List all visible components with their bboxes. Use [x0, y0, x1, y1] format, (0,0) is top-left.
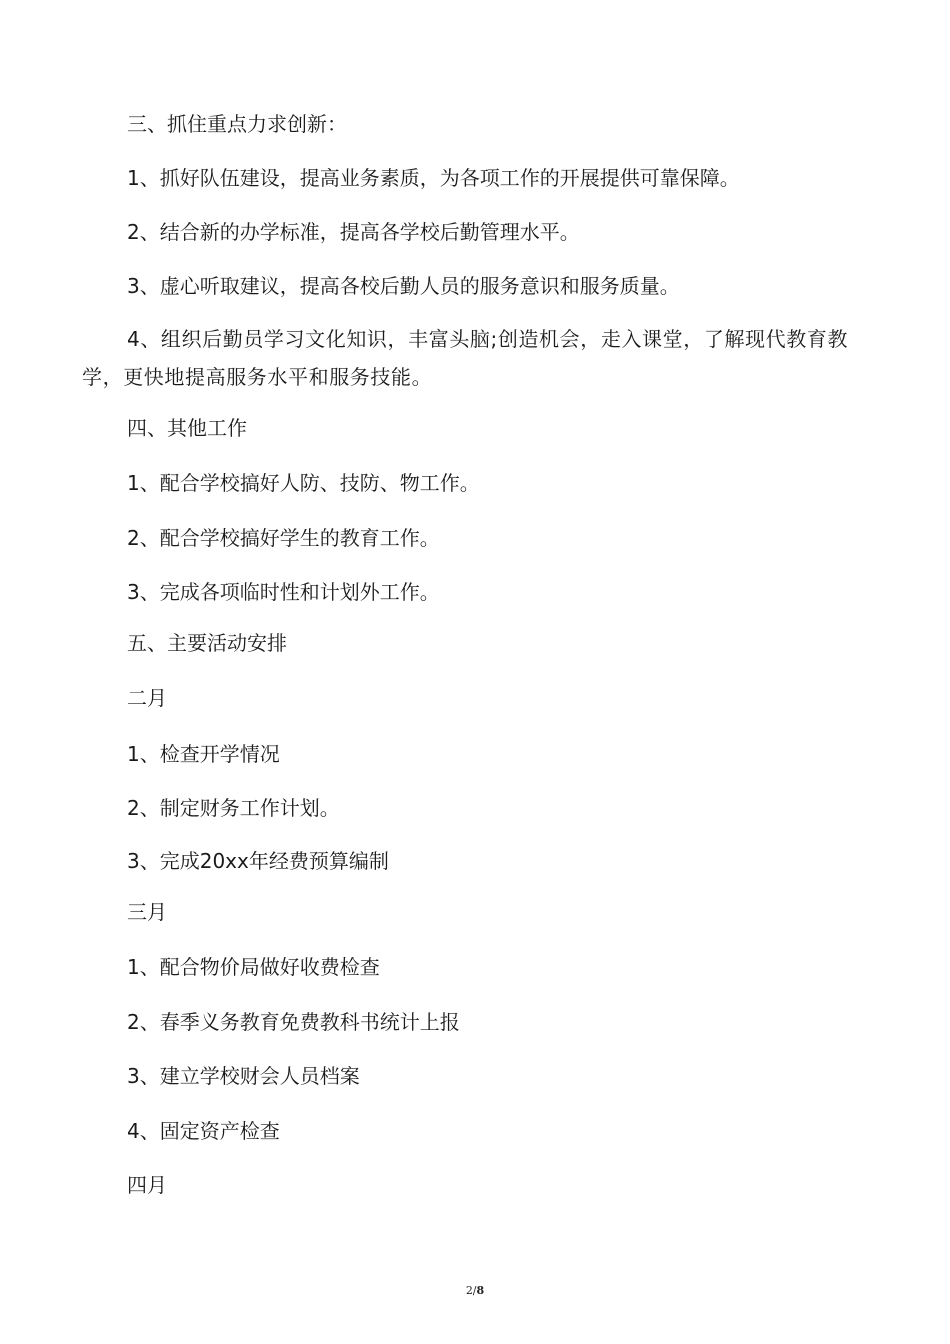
section-heading-5: 五、主要活动安排 [127, 631, 287, 655]
paragraph: 4、固定资产检查 [127, 1119, 280, 1143]
page-number [0, 1284, 950, 1297]
month-heading: 二月 [127, 686, 167, 710]
page-current: 2/ [465, 1284, 477, 1297]
paragraph: 2、结合新的办学标准，提高各学校后勤管理水平。 [127, 220, 580, 244]
month-heading: 三月 [127, 900, 167, 924]
paragraph: 3、建立学校财会人员档案 [127, 1064, 360, 1088]
paragraph: 1、配合物价局做好收费检查 [127, 955, 380, 979]
paragraph: 2、春季义务教育免费教科书统计上报 [127, 1010, 460, 1034]
paragraph: 1、检查开学情况 [127, 742, 280, 766]
paragraph: 1、抓好队伍建设，提高业务素质，为各项工作的开展提供可靠保障。 [127, 166, 740, 190]
section-heading-4: 四、其他工作 [127, 416, 247, 440]
page-total: 8 [476, 1284, 485, 1297]
paragraph: 1、配合学校搞好人防、技防、物工作。 [127, 471, 480, 495]
paragraph: 3、完成各项临时性和计划外工作。 [127, 580, 440, 604]
paragraph: 4、组织后勤员学习文化知识，丰富头脑;创造机会，走入课堂，了解现代教育教学，更快地提高服务水平和服务技能。 [82, 327, 849, 389]
paragraph: 2、制定财务工作计划。 [127, 796, 340, 820]
month-heading: 四月 [127, 1173, 167, 1197]
paragraph: 3、完成20xx年经费预算编制 [127, 849, 389, 873]
section-heading-3: 三、抓住重点力求创新： [127, 112, 347, 136]
paragraph: 3、虚心听取建议，提高各校后勤人员的服务意识和服务质量。 [127, 274, 680, 298]
paragraph: 2、配合学校搞好学生的教育工作。 [127, 526, 440, 550]
